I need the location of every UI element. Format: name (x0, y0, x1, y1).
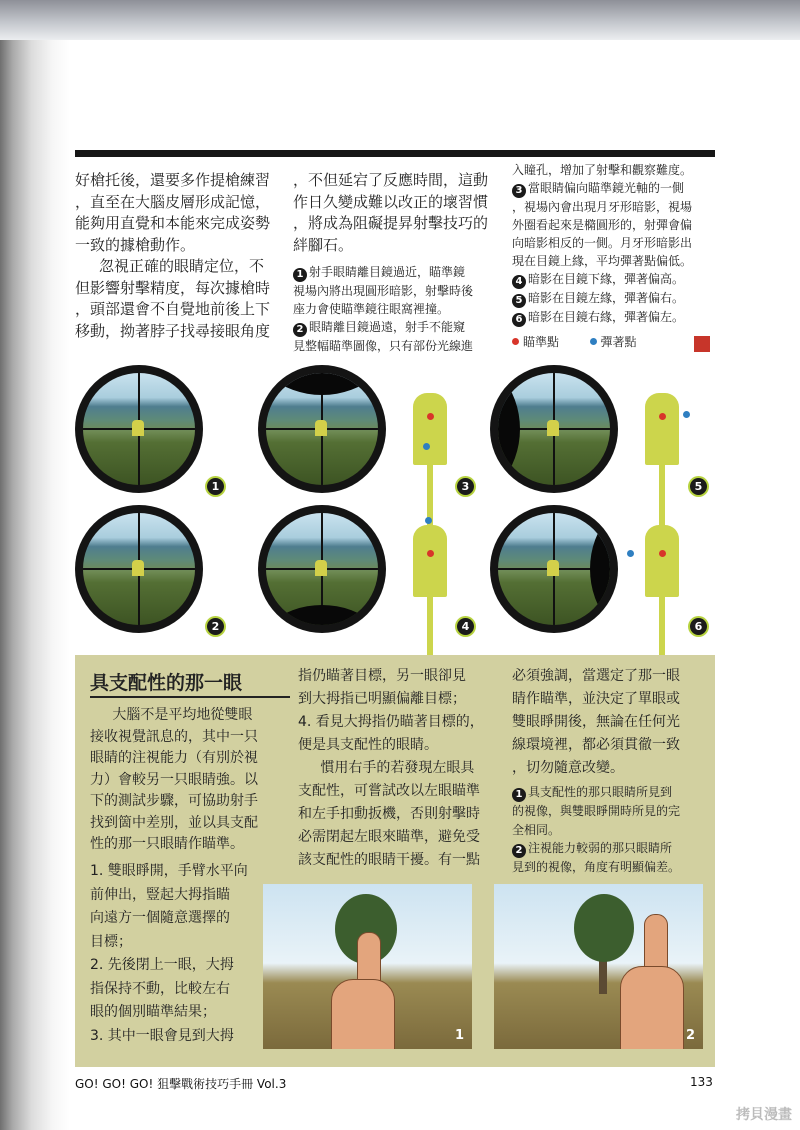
note-line (512, 234, 712, 252)
scope-view (258, 365, 386, 493)
note-line (512, 783, 712, 802)
text-line: 找到箇中差別，並以具支配 (90, 814, 258, 831)
aim-point (427, 550, 434, 557)
text-line: 3. 其中一眼會見到大拇 (90, 1027, 234, 1044)
figure-number-badge: 2 (207, 618, 224, 635)
text-line: 眼睛的注視能力（有別於視 (90, 750, 258, 766)
footer-title: GO! GO! GO! 狙擊戰術技巧手冊 Vol.3 (75, 1077, 287, 1091)
sidebar-title-rule (90, 696, 290, 698)
text-line: 眼的個別瞄準結果； (90, 1004, 216, 1020)
text-column-3 (512, 161, 712, 327)
sidebar-steps (90, 860, 270, 1048)
legend (512, 333, 712, 351)
note-line (512, 179, 712, 198)
figure-number-badge: 1 (207, 478, 224, 495)
text-line: 但影響射擊精度，每次據槍時 (75, 278, 271, 297)
scope-target (315, 560, 327, 576)
note-line (512, 821, 712, 840)
silhouette-target (405, 525, 455, 665)
text-line: 下的測試步驟，可協助射手 (90, 793, 258, 809)
legend-aim: 瞄準點 (523, 335, 560, 349)
text-column-2-notes (293, 263, 498, 355)
aim-point (659, 413, 666, 420)
scope-lens (266, 373, 378, 485)
silhouette-target (637, 525, 687, 665)
note-number: 2 (512, 844, 526, 858)
text-line: ，切勿隨意改變。 (512, 760, 624, 776)
note-text: 外圈看起來是橢圓形的，射彈會偏 (512, 218, 693, 232)
text-line: 線環境裡，都必須貫徹一致 (512, 737, 680, 753)
note-text: 見到的視像，角度有明顯偏差。 (512, 860, 681, 874)
note-number: 1 (293, 268, 307, 282)
note-line (512, 198, 712, 216)
fist (620, 966, 684, 1049)
scope-lens (266, 513, 378, 625)
note-number: 2 (293, 323, 307, 337)
target-body (413, 393, 447, 465)
text-line: 便是具支配性的眼睛。 (298, 737, 438, 753)
top-page-edge (0, 0, 800, 40)
note-text: 眼睛離目鏡過遠，射手不能窺 (309, 320, 466, 334)
note-text: 現在目鏡上緣，平均彈著點偏低。 (512, 254, 693, 268)
note-line (512, 858, 712, 877)
text-line: 作日久變成難以改正的壞習慣 (293, 192, 489, 211)
note-text: 暗影在目鏡左緣，彈著偏右。 (528, 291, 685, 305)
section-rule (75, 150, 715, 157)
note-line (512, 252, 712, 270)
figure-number-badge: 5 (690, 478, 707, 495)
scope-view (258, 505, 386, 633)
scope-view (75, 365, 203, 493)
note-line (293, 263, 498, 282)
text-line: 和左手扣動扳機，否則射擊時 (298, 806, 480, 822)
scope-view (490, 505, 618, 633)
text-line: 忽視正確的眼睛定位，不 (99, 257, 265, 275)
text-line: 好槍托後，還要多作提槍練習 (75, 171, 271, 189)
note-text: 入瞳孔，增加了射擊和觀察難度。 (512, 163, 693, 177)
figure-number-badge: 6 (690, 618, 707, 635)
note-number: 6 (512, 313, 526, 327)
crescent-shadow (590, 513, 610, 625)
scope-target (132, 560, 144, 576)
watermark: 拷貝漫畫 (736, 1107, 792, 1123)
crescent-shadow (498, 373, 520, 485)
note-number: 5 (512, 294, 526, 308)
crescent-shadow (266, 373, 378, 395)
note-text: 當眼睛偏向瞄準鏡光軸的一側 (528, 181, 685, 195)
note-text: 座力會使瞄準鏡往眼窩裡撞。 (293, 302, 450, 316)
scope-target (315, 420, 327, 436)
aim-point (427, 413, 434, 420)
note-text: 暗影在目鏡下緣，彈著偏高。 (528, 272, 685, 286)
text-line: 一致的據槍動作。 (75, 235, 196, 254)
aim-point-dot (512, 338, 519, 345)
target-body (413, 525, 447, 597)
scope-lens (83, 373, 195, 485)
note-line (512, 216, 712, 234)
sidebar-column-2 (298, 665, 503, 872)
scope-lens (498, 373, 610, 485)
note-number: 1 (512, 788, 526, 802)
thumb-photo-2 (494, 884, 703, 1049)
scope-target (547, 420, 559, 436)
text-line: 4. 看見大拇指仍瞄著目標的， (298, 714, 484, 730)
silhouette-target (637, 393, 687, 533)
note-line (293, 337, 498, 355)
note-line (512, 161, 712, 179)
scope-view (75, 505, 203, 633)
impact-point (423, 443, 430, 450)
note-line (512, 308, 712, 327)
note-text: ，視場內會出現月牙形暗影，視場 (512, 200, 693, 214)
text-line: ，頭部還會不自覺地前後上下 (75, 300, 271, 318)
text-line: 到大拇指已明顯偏離目標； (298, 691, 466, 707)
corner-marker (694, 336, 710, 352)
note-line (512, 270, 712, 289)
text-line: ，不但延宕了反應時間，這動 (293, 171, 489, 189)
scope-view (490, 365, 618, 493)
note-text: 見整幅瞄準圖像，只有部份光線進 (293, 339, 474, 353)
book-spine-shadow (0, 0, 70, 1130)
impact-point (425, 517, 432, 524)
note-number: 4 (512, 275, 526, 289)
target-post (659, 465, 665, 533)
text-line: 指仍瞄著目標，另一眼卻見 (298, 668, 466, 684)
text-line: 睛作瞄準，並決定了單眼或 (512, 691, 680, 707)
text-column-2 (293, 170, 498, 256)
text-line: 指保持不動，比較左右 (90, 980, 230, 997)
legend-impact: 彈著點 (600, 335, 637, 349)
scope-target (132, 420, 144, 436)
text-line: 目標； (90, 933, 132, 950)
text-column-1 (75, 170, 275, 342)
scope-target (547, 560, 559, 576)
text-line: 必須強調，當選定了那一眼 (512, 668, 680, 684)
impact-point (627, 550, 634, 557)
note-text: 向暗影相反的一側。月牙形暗影出 (512, 236, 693, 250)
note-line (293, 318, 498, 337)
text-line: 前伸出，豎起大拇指瞄 (90, 886, 230, 903)
text-line: 支配性，可嘗試改以左眼瞄準 (298, 783, 480, 799)
figure-number-badge: 3 (457, 478, 474, 495)
text-line: 慣用右手的若發現左眼具 (320, 760, 475, 776)
impact-point (683, 411, 690, 418)
sidebar-notes (512, 783, 712, 877)
text-line: 接收視覺訊息的，其中一只 (90, 728, 258, 745)
note-line (512, 839, 712, 858)
note-line (512, 289, 712, 308)
target-body (645, 525, 679, 597)
text-line: 性的那一只眼睛作瞄準。 (90, 836, 244, 852)
crescent-shadow (266, 605, 378, 625)
text-line: 雙眼睜開後，無論在任何光 (512, 714, 680, 730)
text-line: 1. 雙眼睜開，手臂水平向 (90, 863, 248, 879)
fist (331, 979, 395, 1049)
page-number: 133 (690, 1075, 713, 1089)
text-line: 向遠方一個隨意選擇的 (90, 910, 230, 926)
note-text: 全相同。 (512, 822, 561, 837)
impact-point-dot (590, 338, 597, 345)
text-line: 能夠用直覺和本能來完成姿勢 (75, 214, 271, 232)
text-line: 移動，拗著脖子找尋接眼角度 (75, 321, 271, 340)
sidebar-column-3 (512, 665, 712, 780)
text-line: ，將成為阻礙提昇射擊技巧的 (293, 214, 489, 232)
note-text: 的視像，與雙眼睜開時所見的完 (512, 804, 681, 818)
note-text: 具支配性的那只眼睛所見到 (528, 785, 673, 799)
note-number: 3 (512, 184, 526, 198)
thumb-photo-1 (263, 884, 472, 1049)
tree-crown (574, 894, 634, 962)
note-text: 視場內將出現圓形暗影，射擊時後 (293, 284, 474, 298)
photo-label-1: 1 (454, 1028, 464, 1043)
note-text: 注視能力較弱的那只眼睛所 (528, 841, 673, 855)
text-line: 絆腳石。 (293, 235, 354, 254)
text-line: 該支配性的眼睛干擾。有一點 (298, 852, 480, 868)
note-line (293, 300, 498, 318)
note-text: 射手眼睛離目鏡過近，瞄準鏡 (309, 265, 466, 279)
note-text: 暗影在目鏡右緣，彈著偏左。 (528, 310, 685, 324)
text-line: 必需閉起左眼來瞄準，避免受 (298, 829, 480, 845)
note-line (512, 802, 712, 821)
text-line: ，直至在大腦皮層形成記憶， (75, 192, 271, 211)
silhouette-target (405, 393, 455, 533)
text-line: 2. 先後閉上一眼，大拇 (90, 957, 234, 973)
photo-label-2: 2 (685, 1028, 695, 1043)
scope-lens (498, 513, 610, 625)
figure-number-badge: 4 (457, 618, 474, 635)
text-line: 大腦不是平均地從雙眼 (112, 707, 253, 723)
aim-point (659, 550, 666, 557)
note-line (293, 282, 498, 300)
sidebar-column-1 (90, 705, 280, 856)
target-body (645, 393, 679, 465)
scope-lens (83, 513, 195, 625)
sidebar-title: 具支配性的那一眼 (90, 672, 243, 694)
text-line: 力）會較另一只眼睛強。以 (90, 771, 258, 788)
